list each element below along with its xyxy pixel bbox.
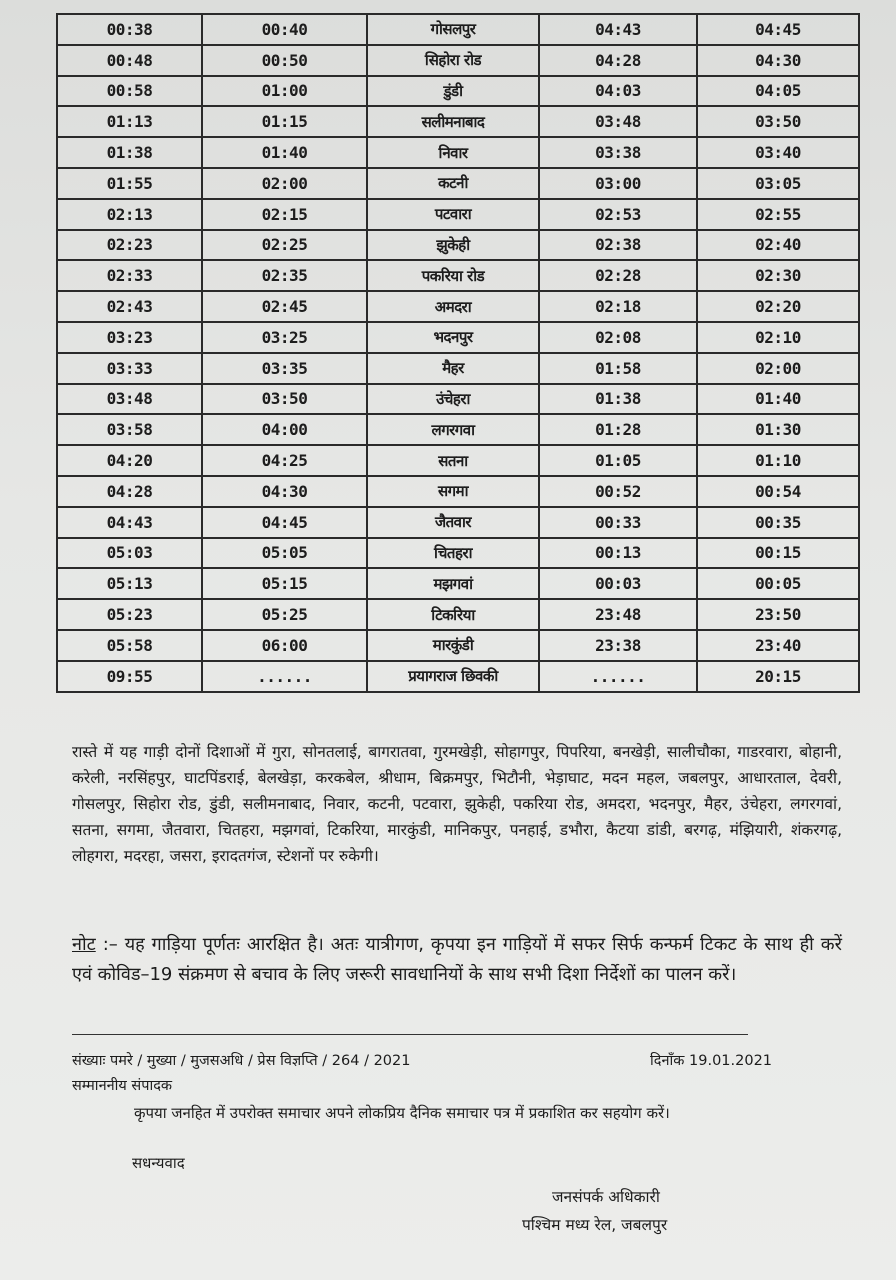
departure-down-cell: 03:35 [202,353,367,384]
note-paragraph [72,930,842,990]
departure-up-cell: 04:30 [697,45,859,76]
arrival-up-cell: 04:03 [539,76,697,107]
arrival-down-cell: 03:23 [57,322,202,353]
arrival-down-cell: 02:43 [57,291,202,322]
timetable-row [57,199,859,230]
signatory-office: पश्चिम मध्य रेल, जबलपुर [522,1216,668,1234]
departure-down-cell: 03:50 [202,384,367,415]
arrival-down-cell: 09:55 [57,661,202,692]
departure-down-cell: 04:25 [202,445,367,476]
departure-down-cell: 01:00 [202,76,367,107]
timetable-row [57,137,859,168]
thanks-line: सधन्यवाद [132,1154,185,1172]
timetable-row [57,599,859,630]
arrival-down-cell: 03:33 [57,353,202,384]
departure-down-cell: 02:35 [202,260,367,291]
departure-down-cell: 04:45 [202,507,367,538]
arrival-down-cell: 04:20 [57,445,202,476]
timetable-row [57,14,859,45]
arrival-up-cell: 04:28 [539,45,697,76]
departure-up-cell: 20:15 [697,661,859,692]
arrival-down-cell: 04:43 [57,507,202,538]
arrival-up-cell: 02:18 [539,291,697,322]
station-name-cell: सतना [367,445,539,476]
timetable-row [57,630,859,661]
arrival-up-cell: 00:33 [539,507,697,538]
station-name-cell: सगमा [367,476,539,507]
arrival-down-cell: 00:38 [57,14,202,45]
arrival-up-cell: 02:53 [539,199,697,230]
timetable-row [57,322,859,353]
departure-down-cell: 02:25 [202,230,367,261]
arrival-down-cell: 01:38 [57,137,202,168]
arrival-up-cell: 01:38 [539,384,697,415]
arrival-up-cell: 00:52 [539,476,697,507]
timetable-body [57,14,859,692]
arrival-up-cell: 03:38 [539,137,697,168]
timetable-row [57,414,859,445]
departure-up-cell: 23:40 [697,630,859,661]
arrival-up-cell: 01:28 [539,414,697,445]
departure-up-cell: 23:50 [697,599,859,630]
departure-down-cell: ...... [202,661,367,692]
timetable-row [57,76,859,107]
timetable-row [57,538,859,569]
departure-down-cell: 02:15 [202,199,367,230]
stoppage-paragraph: रास्ते में यह गाड़ी दोनों दिशाओं में गुरा, सोनतलाई, बागरातवा, गुरमखेड़ी, सोहागपुर, पिपरिया, बनखेड़ी, सालीचौका, गाडरवारा, बोहानी, करेली, नरसिंहपुर, घाटपिंडराई, बेलखेड़ा, करकबेल, श्रीधाम, बिक्रमपुर, भिटौनी, भेड़ाघाट, मदन महल, जबलपुर, आधारताल, देवरी, गोसलपुर, सिहोरा रोड, डुंडी, सलीमनाबाद, निवार, कटनी, पटवारा, झुकेही, पकरिया रोड, अमदरा, भदनपुर, मैहर, उंचेहरा, लगरगवां, सतना, सगमा, जैतवारा, चितहरा, मझगवां, टिकरिया, मारकुंडी, मानिकपुर, पनहाई, डभौरा, कैटया डांडी, बरगढ़, मंझियारी, शंकरगढ़, लोहगरा, मदरहा, जसरा, इरादतगंज, स्टेशनों पर रुकेगी। [72,743,842,865]
arrival-down-cell: 02:33 [57,260,202,291]
timetable-row [57,568,859,599]
timetable-row [57,384,859,415]
arrival-up-cell: 02:38 [539,230,697,261]
arrival-down-cell: 01:13 [57,106,202,137]
timetable-row [57,353,859,384]
arrival-down-cell: 00:48 [57,45,202,76]
departure-up-cell: 04:05 [697,76,859,107]
departure-up-cell: 01:10 [697,445,859,476]
station-name-cell: सिहोरा रोड [367,45,539,76]
departure-down-cell: 00:40 [202,14,367,45]
timetable-row [57,661,859,692]
departure-up-cell: 03:40 [697,137,859,168]
departure-down-cell: 00:50 [202,45,367,76]
arrival-down-cell: 02:13 [57,199,202,230]
departure-up-cell: 02:20 [697,291,859,322]
station-name-cell: टिकरिया [367,599,539,630]
departure-down-cell: 01:40 [202,137,367,168]
arrival-down-cell: 02:23 [57,230,202,261]
departure-up-cell: 02:30 [697,260,859,291]
departure-up-cell: 02:10 [697,322,859,353]
station-name-cell: उंचेहरा [367,384,539,415]
departure-down-cell: 05:25 [202,599,367,630]
departure-up-cell: 02:40 [697,230,859,261]
departure-up-cell: 02:55 [697,199,859,230]
arrival-down-cell: 03:48 [57,384,202,415]
departure-down-cell: 04:30 [202,476,367,507]
arrival-up-cell: 01:58 [539,353,697,384]
arrival-up-cell: 03:00 [539,168,697,199]
timetable-row [57,168,859,199]
station-name-cell: निवार [367,137,539,168]
station-name-cell: गोसलपुर [367,14,539,45]
station-name-cell: डुंडी [367,76,539,107]
departure-down-cell: 05:05 [202,538,367,569]
arrival-up-cell: 02:28 [539,260,697,291]
station-name-cell: लगरगवा [367,414,539,445]
arrival-down-cell: 05:03 [57,538,202,569]
station-name-cell: अमदरा [367,291,539,322]
station-name-cell: कटनी [367,168,539,199]
departure-down-cell: 01:15 [202,106,367,137]
station-name-cell: चितहरा [367,538,539,569]
signatory-title: जनसंपर्क अधिकारी [552,1188,660,1206]
station-name-cell: जैतवार [367,507,539,538]
departure-up-cell: 00:35 [697,507,859,538]
departure-up-cell: 00:54 [697,476,859,507]
station-name-cell: मझगवां [367,568,539,599]
departure-up-cell: 02:00 [697,353,859,384]
arrival-up-cell: 23:38 [539,630,697,661]
arrival-up-cell: 04:43 [539,14,697,45]
reference-number: संख्याः पमरे / मुख्या / मुजसअधि / प्रेस विज्ञप्ति / 264 / 2021 [72,1053,411,1069]
departure-up-cell: 00:05 [697,568,859,599]
timetable [56,13,860,693]
departure-down-cell: 04:00 [202,414,367,445]
timetable-row [57,445,859,476]
arrival-down-cell: 05:58 [57,630,202,661]
departure-down-cell: 02:00 [202,168,367,199]
departure-up-cell: 03:50 [697,106,859,137]
departure-up-cell: 04:45 [697,14,859,45]
timetable-row [57,291,859,322]
timetable-row [57,260,859,291]
arrival-down-cell: 03:58 [57,414,202,445]
release-date: दिनाँक 19.01.2021 [650,1053,773,1069]
departure-down-cell: 03:25 [202,322,367,353]
station-name-cell: प्रयागराज छिवकी [367,661,539,692]
station-name-cell: पटवारा [367,199,539,230]
note-label: नोट [72,934,96,955]
station-name-cell: झुकेही [367,230,539,261]
note-text: :– यह गाड़िया पूर्णतः आरक्षित है। अतः यात्रीगण, कृपया इन गाड़ियों में सफर सिर्फ कन्फर्म टिकट के साथ ही करें एवं कोविड–19 संक्रमण से बचाव के लिए जरूरी सावधानियों के साथ सभी दिशा निर्देशों का पालन करें। [72,934,842,985]
station-name-cell: सलीमनाबाद [367,106,539,137]
timetable-row [57,476,859,507]
station-name-cell: पकरिया रोड [367,260,539,291]
departure-down-cell: 05:15 [202,568,367,599]
salutation: सम्माननीय संपादक [72,1078,173,1094]
arrival-down-cell: 05:23 [57,599,202,630]
timetable-row [57,507,859,538]
arrival-down-cell: 04:28 [57,476,202,507]
timetable-row [57,45,859,76]
arrival-up-cell: ...... [539,661,697,692]
arrival-down-cell: 05:13 [57,568,202,599]
timetable-row [57,106,859,137]
station-name-cell: मारकुंडी [367,630,539,661]
departure-down-cell: 02:45 [202,291,367,322]
divider-line [72,1034,748,1035]
station-name-cell: भदनपुर [367,322,539,353]
arrival-up-cell: 02:08 [539,322,697,353]
timetable-row [57,230,859,261]
departure-up-cell: 01:40 [697,384,859,415]
arrival-up-cell: 03:48 [539,106,697,137]
departure-up-cell: 00:15 [697,538,859,569]
arrival-up-cell: 00:13 [539,538,697,569]
arrival-down-cell: 01:55 [57,168,202,199]
publication-request: कृपया जनहित में उपरोक्त समाचार अपने लोकप्रिय दैनिक समाचार पत्र में प्रकाशित कर सहयोग करें। [134,1104,670,1122]
arrival-up-cell: 23:48 [539,599,697,630]
arrival-down-cell: 00:58 [57,76,202,107]
departure-down-cell: 06:00 [202,630,367,661]
departure-up-cell: 01:30 [697,414,859,445]
departure-up-cell: 03:05 [697,168,859,199]
arrival-up-cell: 00:03 [539,568,697,599]
arrival-up-cell: 01:05 [539,445,697,476]
station-name-cell: मैहर [367,353,539,384]
